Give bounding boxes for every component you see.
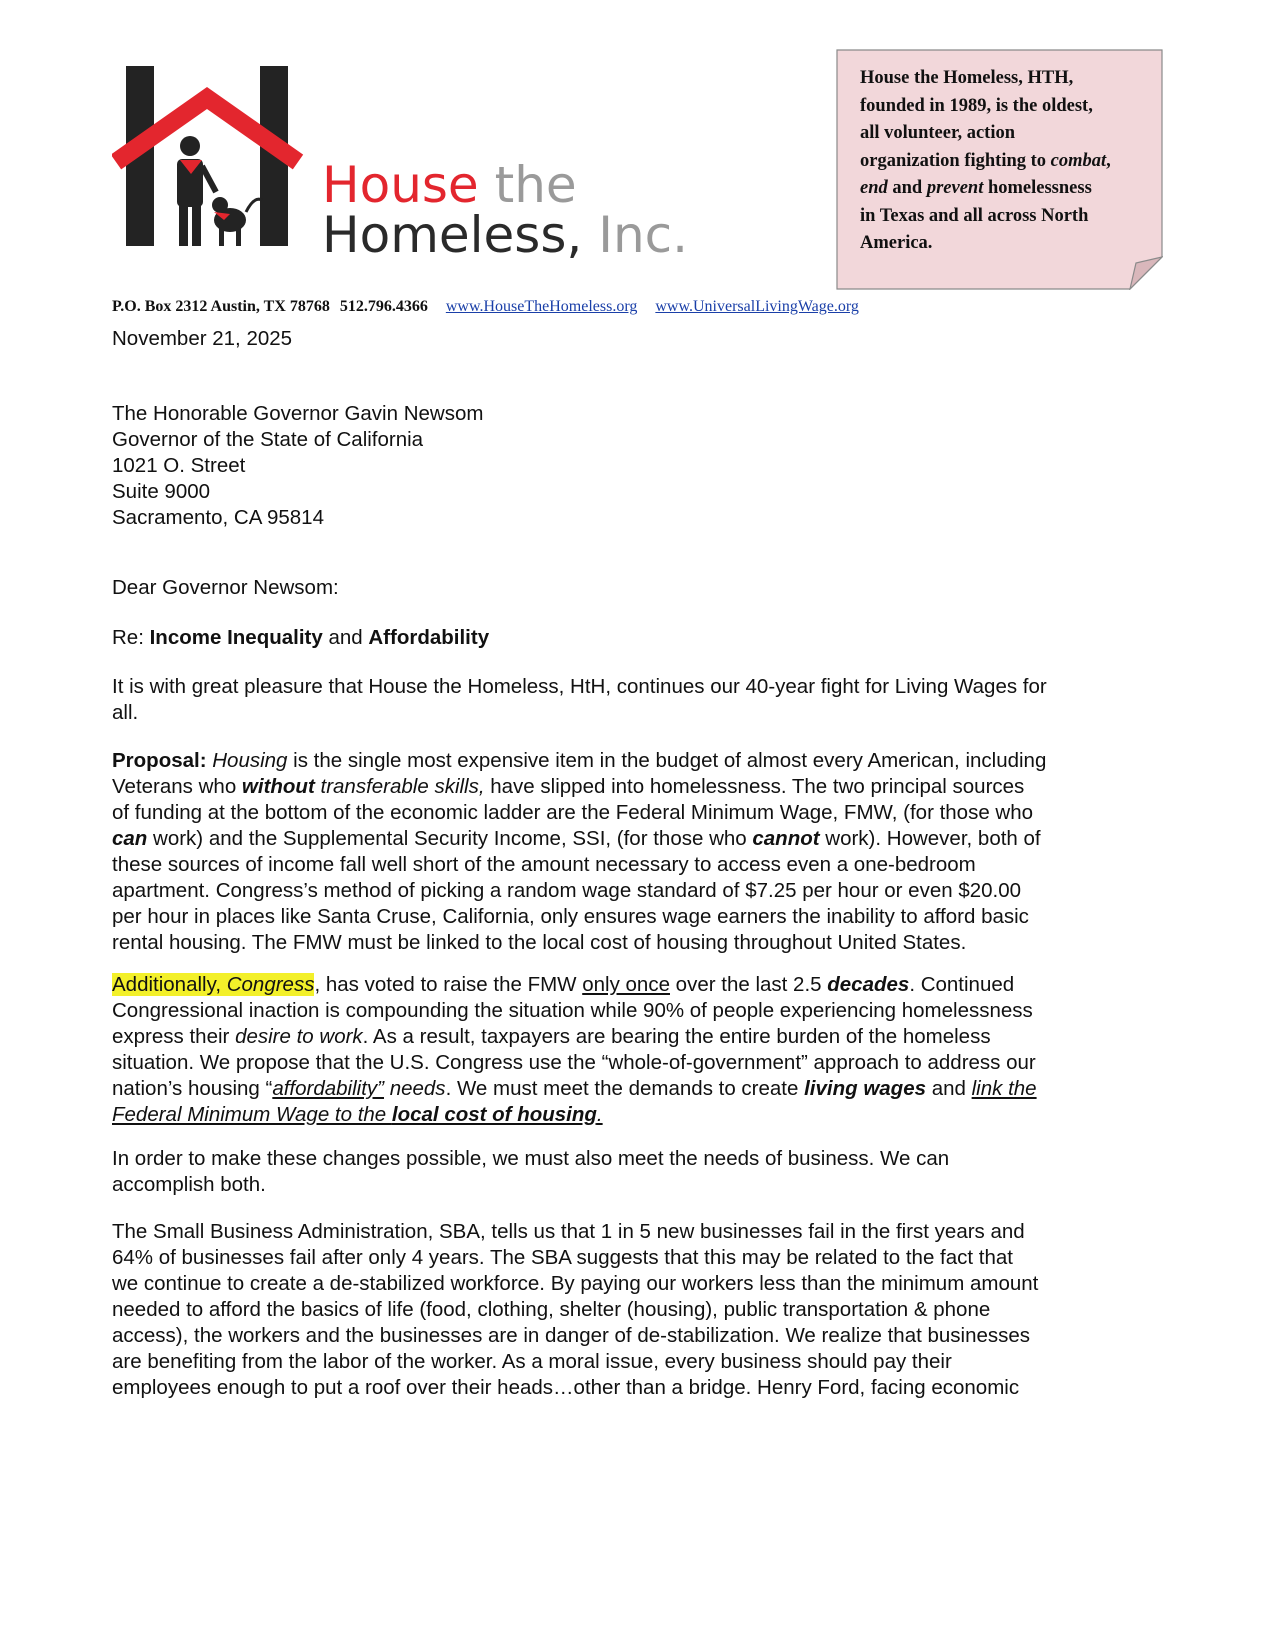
letter-date: November 21, 2025 <box>112 327 293 350</box>
po-box: P.O. Box 2312 Austin, TX 78768 <box>112 298 330 315</box>
logo-text-line-2: Homeless, Inc. <box>322 206 689 264</box>
website-link-universal-living-wage[interactable]: www.UniversalLivingWage.org <box>655 298 859 315</box>
organization-note-box <box>836 49 1163 290</box>
logo-text-line-1: House the <box>322 156 577 214</box>
phone-number: 512.796.4366 <box>339 298 428 315</box>
note-text: House the Homeless, HTH, founded in 1989, is the oldest, all volunteer, action organization fighting to combat, end and prevent homelessness in Texas and all across North America. <box>860 68 1111 253</box>
paragraph-sba: The Small Business Administration, SBA, tells us that 1 in 5 new businesses fail in the first years and 64% of businesses fail after only 4 years. The SBA suggests that this may be related to the fact that we continue to create a de-stabilized workforce. By paying our workers less than the minimum amount needed to afford the basics of life (food, clothing, shelter (housing), public transportation & phone access), the workers and the businesses are in danger of de-stabilization. We realize that businesses are benefiting from the labor of the worker. As a moral issue, every business should pay their employees enough to put a roof over their heads…other than a bridge. Henry Ford, facing economic <box>112 1220 1039 1399</box>
highlighted-text: Additionally, Congress <box>112 973 315 996</box>
paragraph-intro: It is with great pleasure that House the Homeless, HtH, continues our 40-year fight for Living Wages for all. <box>112 675 1047 724</box>
website-link-house-the-homeless[interactable]: www.HouseTheHomeless.org <box>445 298 638 315</box>
subject-line: Re: Income Inequality and Affordability <box>112 626 490 649</box>
recipient-address: The Honorable Governor Gavin Newsom Governor of the State of California 1021 O. Street Suite 9000 Sacramento, CA 95814 <box>112 402 484 529</box>
address-line <box>112 298 859 316</box>
paragraph-congress: Additionally, Congress, has voted to raise the FMW only once over the last 2.5 decades. Continued Congressional inaction is compounding the situation while 90% of people experiencing homelessness express their desire to work. As a result, taxpayers are bearing the entire burden of the homeless situation. We propose that the U.S. Congress use the “whole-of-government” approach to address our nation’s housing “affordability” needs. We must meet the demands to create living wages and link the Federal Minimum Wage to the local cost of housing. <box>112 973 1037 1126</box>
paragraph-proposal: Proposal: Housing is the single most expensive item in the budget of almost every American, including Veterans who without transferable skills, have slipped into homelessness. The two principal sources of funding at the bottom of the economic ladder are the Federal Minimum Wage, FMW, (for those who can work) and the Supplemental Security Income, SSI, (for those who cannot work). However, both of these sources of income fall well short of the amount necessary to access even a one-bedroom apartment. Congress’s method of picking a random wage standard of $7.25 per hour or even $20.00 per hour in places like Santa Cruse, California, only ensures wage earners the inability to afford basic rental housing. The FMW must be linked to the local cost of housing throughout United States. <box>112 749 1047 954</box>
paragraph-business-needs: In order to make these changes possible, we must also meet the needs of business. We can accomplish both. <box>112 1147 950 1196</box>
house-logo-icon <box>112 62 322 252</box>
salutation: Dear Governor Newsom: <box>112 576 339 599</box>
organization-logo <box>112 62 689 264</box>
